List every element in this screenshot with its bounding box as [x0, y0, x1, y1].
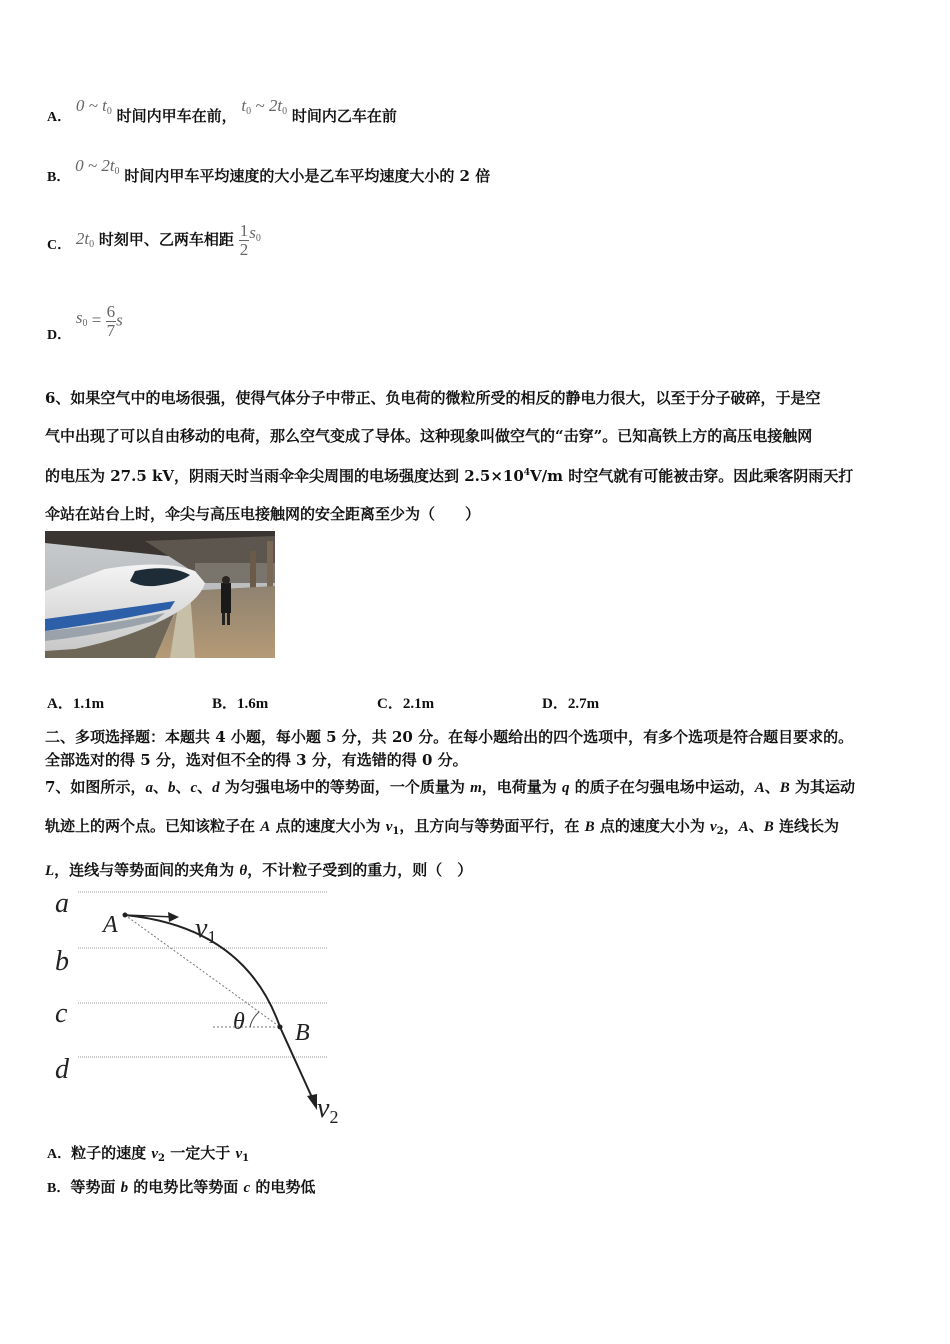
fraction: $\frac{1}{2}$ — [239, 221, 249, 259]
math-expr: 0 ~ $2t_0$ — [75, 156, 120, 177]
q7-line: 7、如图所示，a、b、c、d 为匀强电场中的等势面，一个质量为 m，电荷量为 q 的质子在匀强电场中运动，A、B 为其运动 — [45, 778, 856, 796]
q7-option-b: B．等势面 b 的电势比等势面 c 的电势低 — [47, 1178, 316, 1196]
label-v1: $v_1$ — [195, 913, 217, 947]
section2-line: 全部选对的得 5 分，选对但不全的得 3 分，有选错的得 0 分。 — [45, 751, 468, 769]
q6-line: 气中出现了可以自由移动的电荷，那么空气变成了导体。这种现象叫做空气的“击穿”。已知高铁上方的高压电接触网 — [45, 426, 813, 445]
section2-line: 二、多项选择题：本题共 4 小题，每小题 5 分，共 20 分。在每小题给出的四个选项中，有多个选项是符合题目要求的。 — [45, 728, 854, 746]
q5-option-b — [47, 156, 491, 187]
math-expr: s — [116, 310, 123, 330]
q5-option-c — [47, 222, 261, 259]
q5-option-a — [47, 96, 397, 127]
option-letter: B． — [47, 170, 71, 185]
fraction: $\frac{6}{7}$ — [106, 302, 116, 340]
option-letter: D． — [47, 328, 72, 344]
q6-line: 伞站在站台上时，伞尖与高压电接触网的安全距离至少为（ ） — [45, 504, 481, 523]
math-expr: $2t_0$ — [75, 229, 95, 251]
label-d: d — [55, 1054, 69, 1085]
q6-line: 6、如果空气中的电场很强，使得气体分子中带正、负电荷的微粒所受的相反的静电力很大，以至于分子破碎，于是空 — [45, 389, 821, 407]
label-point-b: B — [295, 1020, 310, 1046]
math-expr: $s_0$ — [249, 223, 261, 245]
point-b — [278, 1025, 283, 1030]
q6-answer-b: B．1.6m — [212, 696, 269, 712]
label-b: b — [55, 946, 69, 977]
math-expr: $t_0$ ~ $2t_0$ — [241, 96, 288, 117]
point-a — [123, 913, 128, 918]
v1-arrowhead — [168, 912, 179, 922]
option-text: 时间内乙车在前 — [291, 107, 397, 125]
label-point-a: A — [103, 912, 118, 938]
equals-sign: = — [87, 310, 106, 330]
option-letter: C． — [47, 238, 72, 254]
angle-arc — [250, 1012, 259, 1027]
math-expr: $s_0$ — [75, 308, 88, 330]
q7-line: L，连线与等势面间的夹角为 θ，不计粒子受到的重力，则（ ） — [45, 861, 473, 879]
q6-answer-c: C．2.1m — [377, 696, 435, 712]
label-a: a — [55, 888, 69, 919]
high-speed-train-image — [45, 531, 275, 658]
label-theta: θ — [233, 1009, 245, 1035]
math-expr: 0 ~ $t_0$ — [75, 96, 112, 117]
q7-stem — [45, 768, 907, 890]
label-v2: $v_2$ — [317, 1093, 339, 1127]
option-letter: A． — [47, 110, 72, 125]
q6-stem — [45, 380, 907, 533]
option-text: 时间内甲车平均速度的大小是乙车平均速度大小的 2 倍 — [124, 167, 491, 185]
option-text: 时间内甲车在前， — [116, 107, 237, 125]
q7-option-a: A．粒子的速度 $v_2$ 一定大于 $v_1$ — [47, 1144, 250, 1164]
q6-line: 的电压为 27.5 kV，阴雨天时当雨伞伞尖周围的电场强度达到 $2.5\times 10^4V/m$ 时空气就有可能被击穿。因此乘客阴雨天打 — [45, 467, 854, 485]
q6-answer-d: D．2.7m — [542, 696, 600, 712]
label-c: c — [55, 998, 68, 1029]
option-text: 时刻甲、乙两车相距 — [98, 230, 234, 249]
q7-line: 轨迹上的两个点。已知该粒子在 A 点的速度大小为 $v_1$，且方向与等势面平行，在 B 点的速度大小为 $v_2$，A、B 连线长为 — [45, 817, 839, 837]
v2-arrowhead — [307, 1094, 317, 1110]
q6-answer-a: A．1.1m — [47, 696, 105, 712]
equipotential-figure — [45, 882, 355, 1127]
train-photo — [45, 531, 275, 658]
trajectory-curve — [125, 915, 315, 1104]
q5-option-d — [47, 302, 123, 344]
section2-header — [45, 726, 915, 772]
